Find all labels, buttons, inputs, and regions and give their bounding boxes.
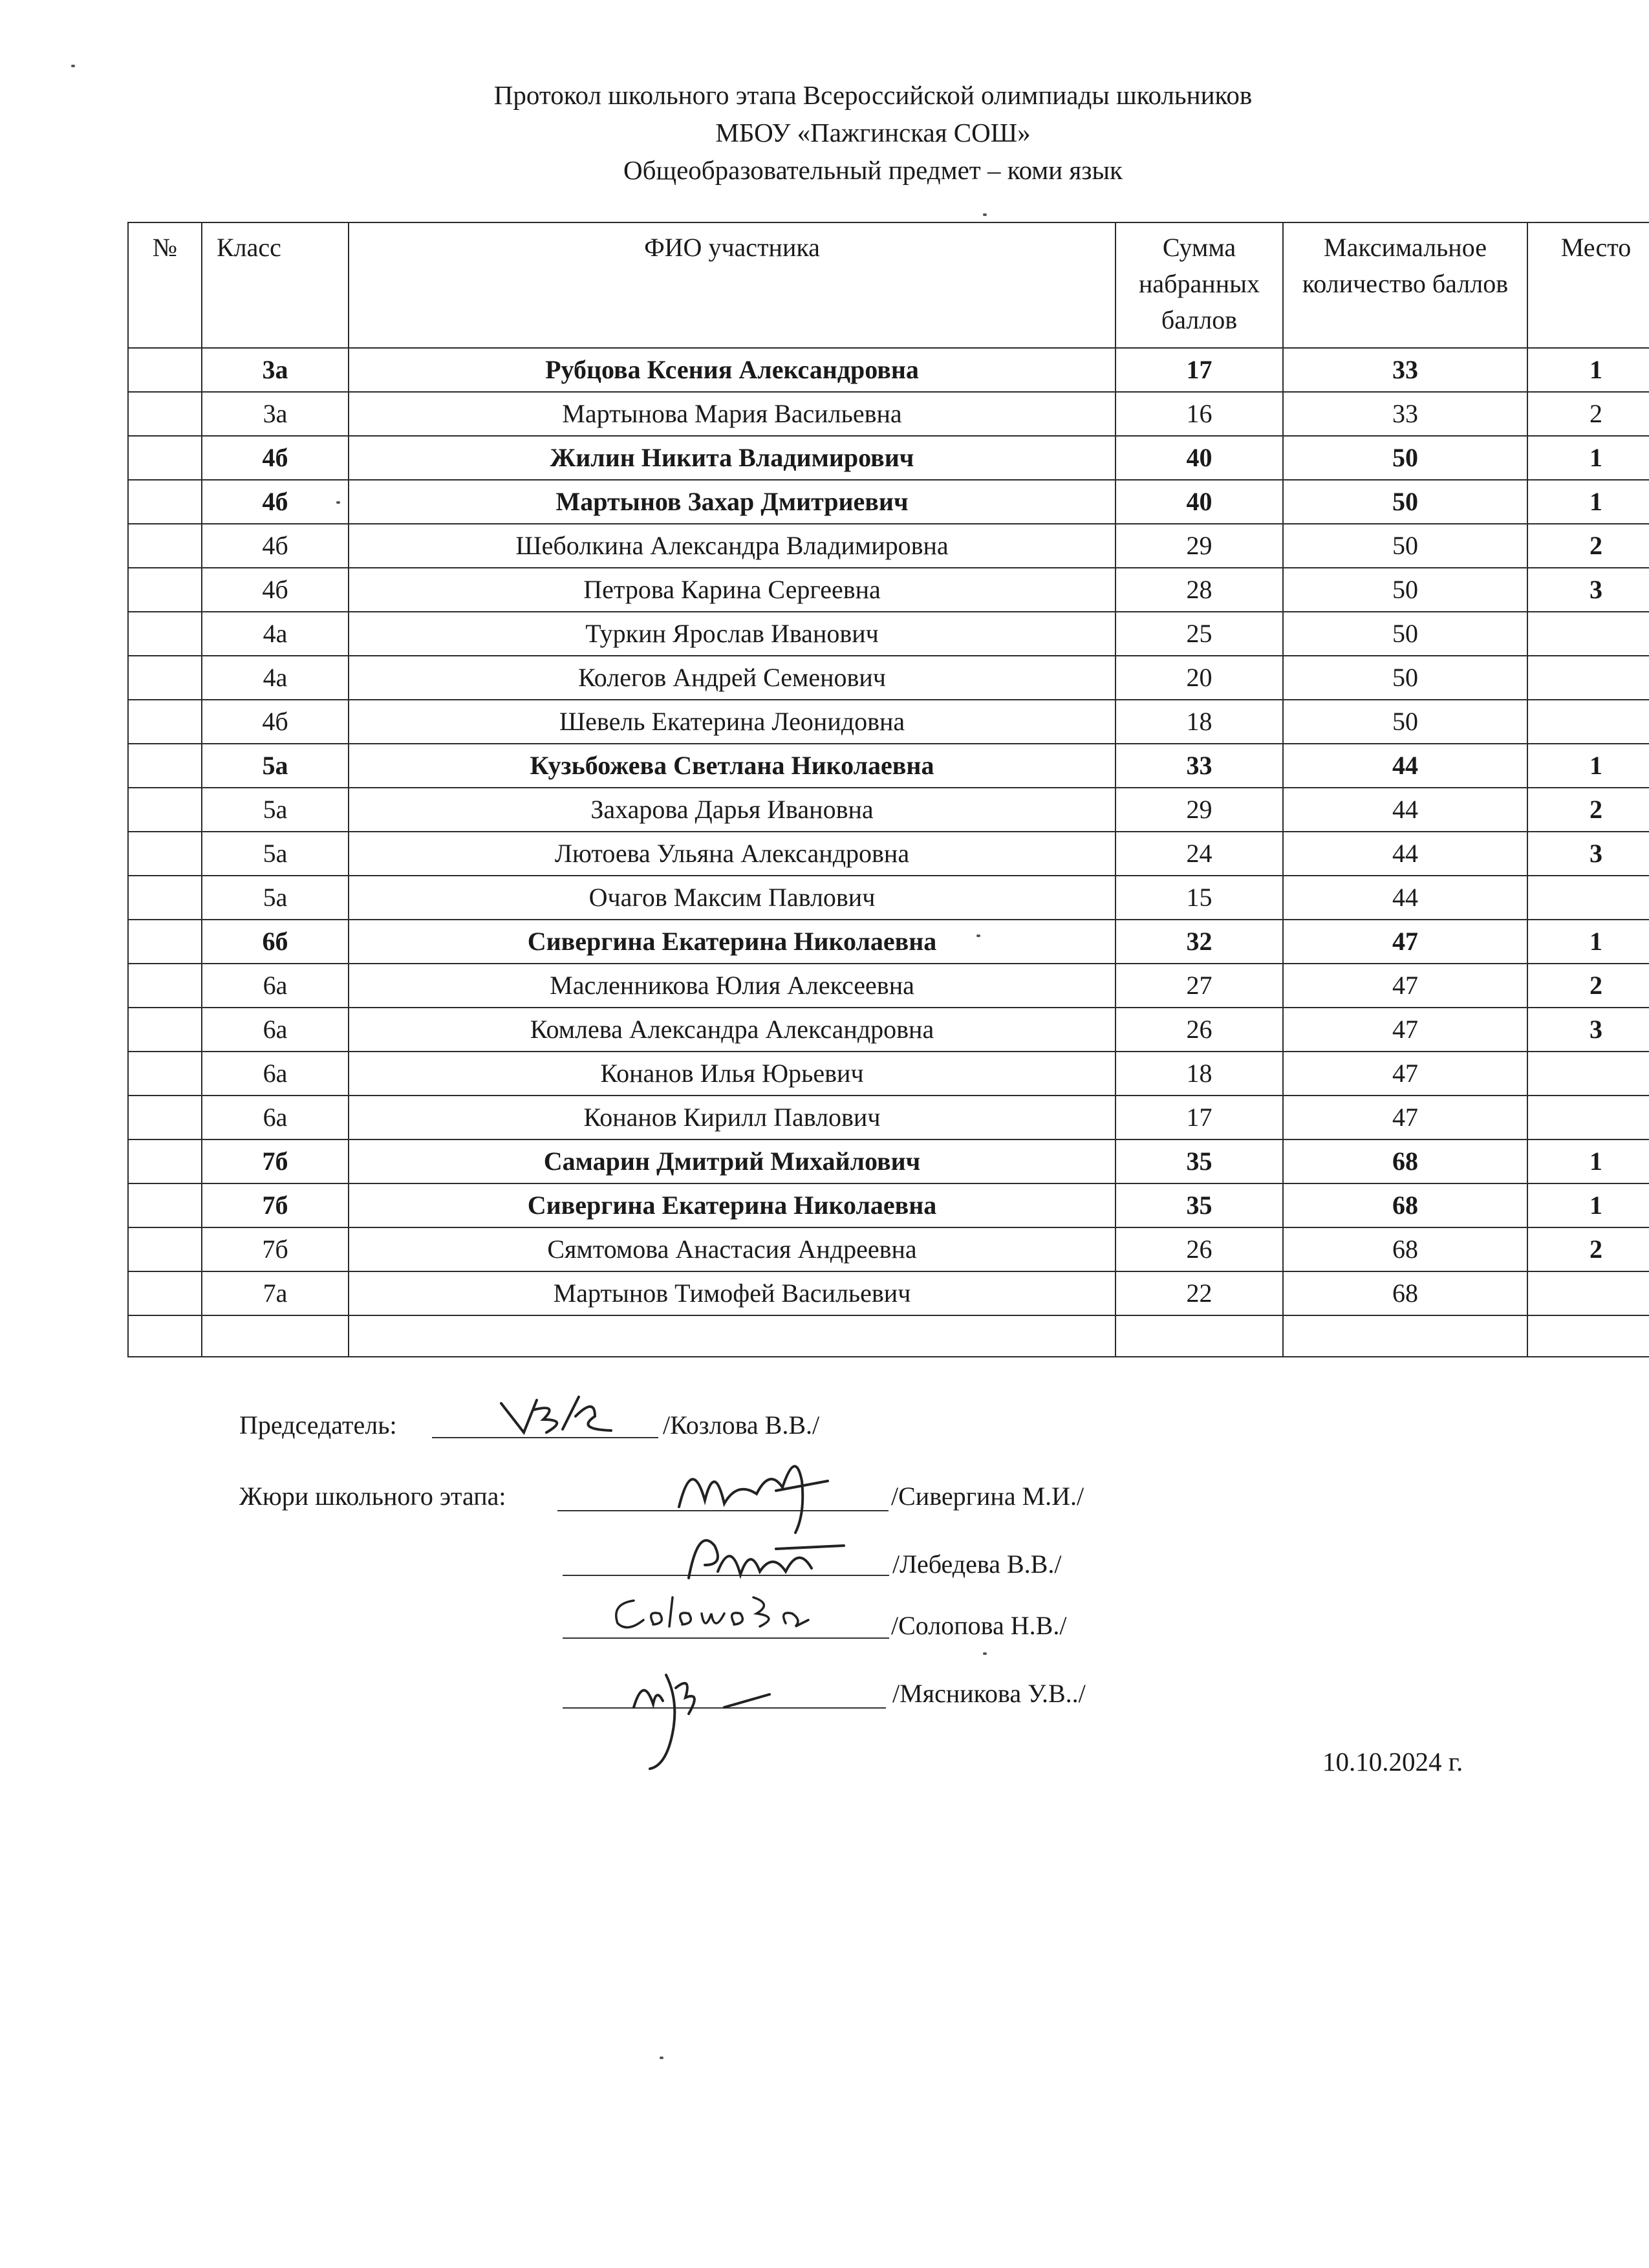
cell-name: Мартынов Тимофей Васильевич xyxy=(349,1271,1116,1315)
table-row xyxy=(128,524,1649,568)
cell-score: 28 xyxy=(1116,568,1283,612)
cell-max: 50 xyxy=(1283,568,1527,612)
header-number: № xyxy=(128,222,202,348)
cell-name: Очагов Максим Павлович xyxy=(349,876,1116,920)
cell-max: 50 xyxy=(1283,612,1527,656)
table-row xyxy=(128,920,1649,964)
cell-max: 68 xyxy=(1283,1227,1527,1271)
cell-max: 47 xyxy=(1283,920,1527,964)
jury-signature-4 xyxy=(621,1662,776,1772)
table-row xyxy=(128,348,1649,392)
cell-place xyxy=(1527,876,1649,920)
cell-place: 1 xyxy=(1527,480,1649,524)
cell-class: 7а xyxy=(202,1271,349,1315)
cell-max: 68 xyxy=(1283,1139,1527,1183)
cell-place xyxy=(1527,1096,1649,1139)
jury-label: Жюри школьного этапа: xyxy=(239,1482,506,1511)
cell-score: 26 xyxy=(1116,1008,1283,1052)
cell-place: 2 xyxy=(1527,788,1649,832)
cell-place: 2 xyxy=(1527,392,1649,436)
empty-cell xyxy=(1527,1315,1649,1357)
empty-cell xyxy=(349,1315,1116,1357)
cell-number xyxy=(128,480,202,524)
cell-name: Мартынов Захар Дмитриевич xyxy=(349,480,1116,524)
cell-number xyxy=(128,876,202,920)
cell-max: 33 xyxy=(1283,348,1527,392)
cell-place: 1 xyxy=(1527,920,1649,964)
cell-number xyxy=(128,568,202,612)
header-max: Максимальное количество баллов xyxy=(1283,222,1527,348)
header-school: МБОУ «Пажгинская СОШ» xyxy=(715,118,1031,147)
cell-name: Конанов Илья Юрьевич xyxy=(349,1052,1116,1096)
cell-name: Конанов Кирилл Павлович xyxy=(349,1096,1116,1139)
cell-class: 6а xyxy=(202,1052,349,1096)
empty-cell xyxy=(128,1315,202,1357)
cell-class: 5а xyxy=(202,832,349,876)
cell-place xyxy=(1527,656,1649,700)
cell-place xyxy=(1527,700,1649,744)
scan-speck xyxy=(336,501,340,504)
cell-score: 20 xyxy=(1116,656,1283,700)
cell-name: Сямтомова Анастасия Андреевна xyxy=(349,1227,1116,1271)
cell-name: Масленникова Юлия Алексеевна xyxy=(349,964,1116,1008)
cell-score: 17 xyxy=(1116,348,1283,392)
cell-max: 50 xyxy=(1283,436,1527,480)
cell-number xyxy=(128,964,202,1008)
cell-name: Петрова Карина Сергеевна xyxy=(349,568,1116,612)
cell-class: 7б xyxy=(202,1183,349,1227)
cell-score: 16 xyxy=(1116,392,1283,436)
cell-max: 68 xyxy=(1283,1271,1527,1315)
cell-max: 44 xyxy=(1283,832,1527,876)
cell-class: 6б xyxy=(202,920,349,964)
cell-score: 18 xyxy=(1116,1052,1283,1096)
cell-name: Сивергина Екатерина Николаевна xyxy=(349,920,1116,964)
cell-number xyxy=(128,700,202,744)
cell-score: 40 xyxy=(1116,436,1283,480)
cell-place: 2 xyxy=(1527,1227,1649,1271)
empty-cell xyxy=(1116,1315,1283,1357)
cell-score: 29 xyxy=(1116,788,1283,832)
table-row xyxy=(128,832,1649,876)
cell-score: 15 xyxy=(1116,876,1283,920)
cell-name: Мартынова Мария Васильевна xyxy=(349,392,1116,436)
cell-name: Рубцова Ксения Александровна xyxy=(349,348,1116,392)
cell-number xyxy=(128,656,202,700)
cell-class: 4б xyxy=(202,700,349,744)
scan-speck xyxy=(983,1652,987,1655)
cell-class: 4б xyxy=(202,480,349,524)
header-score: Сумма набранных баллов xyxy=(1116,222,1283,348)
cell-place: 1 xyxy=(1527,436,1649,480)
cell-score: 26 xyxy=(1116,1227,1283,1271)
cell-number xyxy=(128,1008,202,1052)
cell-class: 5а xyxy=(202,744,349,788)
scan-speck xyxy=(983,213,987,216)
cell-place: 1 xyxy=(1527,1183,1649,1227)
results-table xyxy=(127,222,1649,1357)
cell-number xyxy=(128,436,202,480)
cell-class: 5а xyxy=(202,876,349,920)
cell-class: 6а xyxy=(202,1096,349,1139)
cell-score: 27 xyxy=(1116,964,1283,1008)
cell-place xyxy=(1527,1271,1649,1315)
cell-class: 3а xyxy=(202,392,349,436)
cell-number xyxy=(128,1139,202,1183)
cell-max: 50 xyxy=(1283,480,1527,524)
table-row xyxy=(128,1008,1649,1052)
scan-speck xyxy=(976,934,980,937)
table-row xyxy=(128,1227,1649,1271)
cell-max: 47 xyxy=(1283,1052,1527,1096)
cell-number xyxy=(128,524,202,568)
cell-name: Шеболкина Александра Владимировна xyxy=(349,524,1116,568)
table-row xyxy=(128,436,1649,480)
table-row xyxy=(128,480,1649,524)
cell-place xyxy=(1527,612,1649,656)
cell-name: Комлева Александра Александровна xyxy=(349,1008,1116,1052)
cell-place: 2 xyxy=(1527,964,1649,1008)
cell-number xyxy=(128,612,202,656)
cell-class: 6а xyxy=(202,964,349,1008)
cell-place: 1 xyxy=(1527,1139,1649,1183)
jury-name-3: /Солопова Н.В./ xyxy=(891,1611,1067,1640)
jury-name-1: /Сивергина М.И./ xyxy=(891,1482,1084,1511)
table-row xyxy=(128,744,1649,788)
scan-speck xyxy=(660,2057,663,2059)
cell-class: 4б xyxy=(202,436,349,480)
table-row xyxy=(128,392,1649,436)
jury-signature-3 xyxy=(608,1584,841,1643)
cell-max: 44 xyxy=(1283,744,1527,788)
cell-class: 6а xyxy=(202,1008,349,1052)
cell-class: 7б xyxy=(202,1139,349,1183)
cell-max: 44 xyxy=(1283,876,1527,920)
cell-number xyxy=(128,1227,202,1271)
cell-max: 44 xyxy=(1283,788,1527,832)
document-date: 10.10.2024 г. xyxy=(1322,1747,1463,1777)
cell-name: Кузьбожева Светлана Николаевна xyxy=(349,744,1116,788)
cell-class: 4б xyxy=(202,568,349,612)
table-row xyxy=(128,1271,1649,1315)
jury-name-2: /Лебедева В.В./ xyxy=(892,1550,1062,1579)
table-row xyxy=(128,1183,1649,1227)
cell-score: 32 xyxy=(1116,920,1283,964)
table-header-row xyxy=(128,222,1649,348)
cell-number xyxy=(128,832,202,876)
cell-class: 4а xyxy=(202,612,349,656)
cell-score: 40 xyxy=(1116,480,1283,524)
cell-place: 1 xyxy=(1527,348,1649,392)
cell-max: 47 xyxy=(1283,1096,1527,1139)
table-row xyxy=(128,568,1649,612)
jury-name-4: /Мясникова У.В../ xyxy=(892,1679,1086,1708)
cell-number xyxy=(128,920,202,964)
cell-place xyxy=(1527,1052,1649,1096)
cell-class: 7б xyxy=(202,1227,349,1271)
cell-score: 33 xyxy=(1116,744,1283,788)
chair-signature xyxy=(498,1390,614,1442)
cell-max: 50 xyxy=(1283,656,1527,700)
cell-score: 35 xyxy=(1116,1139,1283,1183)
cell-max: 50 xyxy=(1283,524,1527,568)
table-row xyxy=(128,964,1649,1008)
cell-max: 68 xyxy=(1283,1183,1527,1227)
table-row xyxy=(128,700,1649,744)
cell-place: 3 xyxy=(1527,568,1649,612)
cell-max: 47 xyxy=(1283,964,1527,1008)
cell-score: 29 xyxy=(1116,524,1283,568)
empty-cell xyxy=(202,1315,349,1357)
cell-place: 3 xyxy=(1527,1008,1649,1052)
chair-name: /Козлова В.В./ xyxy=(663,1410,820,1440)
scan-speck xyxy=(71,65,75,67)
cell-score: 24 xyxy=(1116,832,1283,876)
cell-class: 4б xyxy=(202,524,349,568)
cell-number xyxy=(128,1096,202,1139)
chair-label: Председатель: xyxy=(239,1410,397,1440)
header-title: Протокол школьного этапа Всероссийской олимпиады школьников xyxy=(493,80,1253,110)
cell-name: Сивергина Екатерина Николаевна xyxy=(349,1183,1116,1227)
cell-number xyxy=(128,1052,202,1096)
cell-max: 33 xyxy=(1283,392,1527,436)
cell-name: Самарин Дмитрий Михайлович xyxy=(349,1139,1116,1183)
cell-place: 2 xyxy=(1527,524,1649,568)
cell-place: 3 xyxy=(1527,832,1649,876)
cell-name: Туркин Ярослав Иванович xyxy=(349,612,1116,656)
table-row xyxy=(128,1139,1649,1183)
header-subject: Общеобразовательный предмет – коми язык xyxy=(623,155,1123,185)
cell-score: 35 xyxy=(1116,1183,1283,1227)
cell-number xyxy=(128,348,202,392)
cell-class: 5а xyxy=(202,788,349,832)
cell-number xyxy=(128,788,202,832)
table-row xyxy=(128,1052,1649,1096)
cell-class: 3а xyxy=(202,348,349,392)
cell-score: 22 xyxy=(1116,1271,1283,1315)
table-row xyxy=(128,656,1649,700)
table-row xyxy=(128,612,1649,656)
cell-max: 47 xyxy=(1283,1008,1527,1052)
empty-cell xyxy=(1283,1315,1527,1357)
table-row xyxy=(128,876,1649,920)
cell-class: 4а xyxy=(202,656,349,700)
jury-signature-2 xyxy=(679,1520,847,1591)
cell-score: 18 xyxy=(1116,700,1283,744)
table-row xyxy=(128,788,1649,832)
header-class: Класс xyxy=(202,222,349,348)
cell-number xyxy=(128,744,202,788)
cell-name: Жилин Никита Владимирович xyxy=(349,436,1116,480)
cell-score: 17 xyxy=(1116,1096,1283,1139)
table-body xyxy=(128,348,1649,1357)
table-row xyxy=(128,1096,1649,1139)
cell-score: 25 xyxy=(1116,612,1283,656)
cell-name: Захарова Дарья Ивановна xyxy=(349,788,1116,832)
cell-name: Шевель Екатерина Леонидовна xyxy=(349,700,1116,744)
document-header xyxy=(0,76,1649,189)
cell-number xyxy=(128,1271,202,1315)
header-name: ФИО участника xyxy=(349,222,1116,348)
cell-number xyxy=(128,1183,202,1227)
header-place: Место xyxy=(1527,222,1649,348)
cell-name: Колегов Андрей Семенович xyxy=(349,656,1116,700)
table-row-empty xyxy=(128,1315,1649,1357)
cell-place: 1 xyxy=(1527,744,1649,788)
cell-number xyxy=(128,392,202,436)
cell-name: Лютоева Ульяна Александровна xyxy=(349,832,1116,876)
cell-max: 50 xyxy=(1283,700,1527,744)
